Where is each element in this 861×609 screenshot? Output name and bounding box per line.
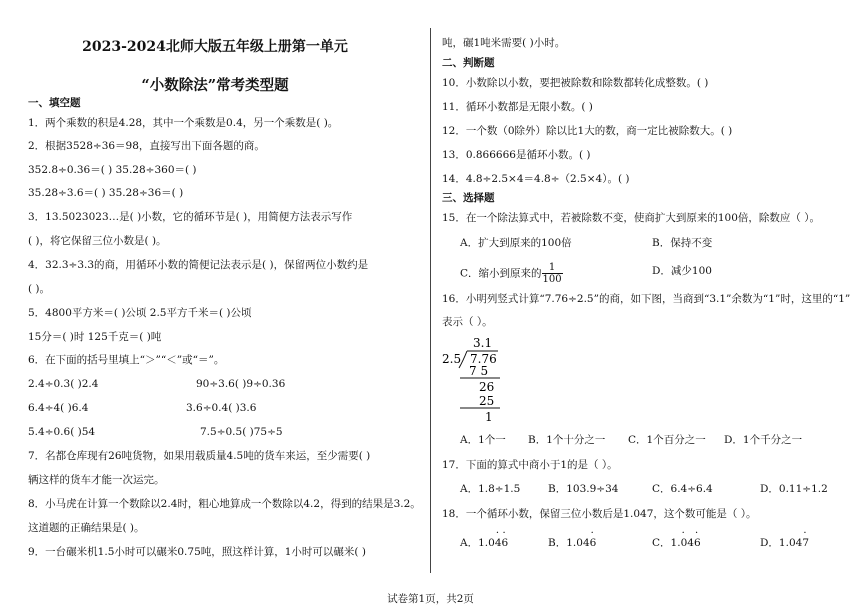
question-15-option-c xyxy=(460,262,563,285)
section-fill-blank: 一、填空题 xyxy=(28,97,81,109)
division-step-2: 25 xyxy=(479,394,495,408)
question-15-option-a: A．扩大到原来的100倍 xyxy=(460,237,572,249)
question-18-option-d xyxy=(760,536,809,550)
question-15: 15．在一个除法算式中，若被除数不变，使商扩大到原来的100倍，除数应（ ）。 xyxy=(442,212,820,224)
question-6-item-b1: 6.4÷4( )6.4 xyxy=(28,402,89,414)
option-a-label: A． xyxy=(460,537,479,549)
division-quotient: 3.1 xyxy=(473,336,493,350)
question-16-line-2: 表示（ ）。 xyxy=(442,316,493,328)
question-9-line-2: 吨，碾1吨米需要( )小时。 xyxy=(442,37,566,49)
division-dividend: 7.76 xyxy=(470,352,497,366)
question-18: 18．一个循环小数，保留三位小数后是1.047，这个数可能是（ ）。 xyxy=(442,508,757,520)
question-16-option-a: A．1个一 xyxy=(460,434,506,446)
option-b-value: 1.04· 6 xyxy=(566,537,596,549)
question-18-option-b xyxy=(548,536,596,550)
question-8-line-1: 8．小马虎在计算一个数除以2.4时，粗心地算成一个数除以4.2，得到的结果是3.2。 xyxy=(28,498,421,510)
question-13: 13．0.866666是循环小数。( ) xyxy=(442,149,591,161)
question-17: 17．下面的算式中商小于1的是（ ）。 xyxy=(442,459,618,471)
question-5-line-1: 5．4800平方米＝( )公顷 2.5平方千米＝( )公顷 xyxy=(28,307,252,319)
section-true-false: 二、判断题 xyxy=(442,57,495,69)
option-c-label: C． xyxy=(652,537,671,549)
question-6-item-a2: 90÷3.6( )9÷0.36 xyxy=(196,378,286,390)
question-7-line-1: 7．名都仓库现有26吨货物，如果用载质量4.5吨的货车来运，至少需要( ) xyxy=(28,450,371,462)
fraction-denominator: 100 xyxy=(542,274,562,285)
question-5-line-2: 15分＝( )时 125千克＝( )吨 xyxy=(28,331,162,343)
question-12: 12．一个数（0除外）除以比1大的数，商一定比被除数大。( ) xyxy=(442,125,733,137)
question-14: 14．4.8÷2.5×4＝4.8÷（2.5×4）。( ) xyxy=(442,173,630,185)
question-15-option-b: B．保持不变 xyxy=(652,237,713,249)
question-6-item-b2: 3.6÷0.4( )3.6 xyxy=(186,402,257,414)
page-subtitle: “小数除法”常考类型题 xyxy=(141,77,289,94)
question-9-line-1: 9．一台碾米机1.5小时可以碾米0.75吨，照这样计算，1小时可以碾米( ) xyxy=(28,546,366,558)
question-4-line-2: ( )。 xyxy=(28,283,51,295)
question-6-item-c1: 5.4÷0.6( )54 xyxy=(28,426,96,438)
question-2-row-1: 352.8÷0.36＝( ) 35.28÷360＝( ) xyxy=(28,164,197,176)
question-7-line-2: 辆这样的货车才能一次运完。 xyxy=(28,474,165,486)
option-a-value: 1.0· 4· 6 xyxy=(478,537,508,549)
question-2-row-2: 35.28÷3.6＝( ) 35.28÷36＝( ) xyxy=(28,187,184,199)
question-6-item-c2: 7.5÷0.5( )75÷5 xyxy=(200,426,283,438)
division-divisor: 2.5 xyxy=(442,352,462,366)
page-footer: 试卷第1页，共2页 xyxy=(387,593,474,605)
question-17-option-c: C．6.4÷6.4 xyxy=(652,483,713,495)
fraction-numerator: 1 xyxy=(542,262,563,274)
question-11: 11．循环小数都是无限小数。( ) xyxy=(442,101,593,113)
division-step-1: 7 5 xyxy=(469,364,489,378)
question-2: 2．根据3528÷36＝98，直接写出下面各题的商。 xyxy=(28,140,265,152)
question-3-line-1: 3．13.5023023…是( )小数，它的循环节是( )，用简便方法表示写作 xyxy=(28,211,353,223)
fraction-one-hundredth xyxy=(542,262,563,285)
section-multiple-choice: 三、选择题 xyxy=(442,192,495,204)
long-division-figure xyxy=(440,334,520,426)
question-15-option-d: D．减少100 xyxy=(652,265,712,277)
option-c-value: 1.· 04· 6 xyxy=(671,537,701,549)
question-4-line-1: 4．32.3÷3.3的商，用循环小数的简便记法表示是( )，保留两位小数约是 xyxy=(28,259,369,271)
question-16-option-d: D．1个千分之一 xyxy=(724,434,803,446)
question-3-line-2: ( )，将它保留三位小数是( )。 xyxy=(28,235,167,247)
question-10: 10．小数除以小数，要把被除数和除数都转化成整数。( ) xyxy=(442,77,709,89)
question-6-item-a1: 2.4÷0.3( )2.4 xyxy=(28,378,99,390)
question-6: 6．在下面的括号里填上“＞”“＜”或“＝”。 xyxy=(28,354,225,366)
question-17-option-a: A．1.8÷1.5 xyxy=(460,483,521,495)
question-17-option-d: D．0.11÷1.2 xyxy=(760,483,828,495)
question-18-option-c xyxy=(652,536,701,550)
question-18-option-a xyxy=(460,536,508,550)
division-remainder-2: 1 xyxy=(485,410,493,424)
division-remainder-1: 26 xyxy=(479,380,495,394)
option-d-label: D． xyxy=(760,537,779,549)
option-c-text: C．缩小到原来的 xyxy=(460,267,542,280)
question-17-option-b: B．103.9÷34 xyxy=(548,483,619,495)
question-16-option-b: B．1个十分之一 xyxy=(528,434,606,446)
question-8-line-2: 这道题的正确结果是( )。 xyxy=(28,522,145,534)
column-divider xyxy=(430,28,431,573)
question-16-line-1: 16．小明列竖式计算“7.76÷2.5”的商，如下图，当商到“3.1”余数为“1”时，这里的“1” xyxy=(442,293,851,305)
question-16-option-c: C．1个百分之一 xyxy=(628,434,706,446)
option-b-label: B． xyxy=(548,537,567,549)
question-1: 1．两个乘数的积是4.28，其中一个乘数是0.4，另一个乘数是( )。 xyxy=(28,117,339,129)
page-title: 2023-2024北师大版五年级上册第一单元 xyxy=(82,39,348,55)
option-d-value: 1.04· 7 xyxy=(779,537,809,549)
